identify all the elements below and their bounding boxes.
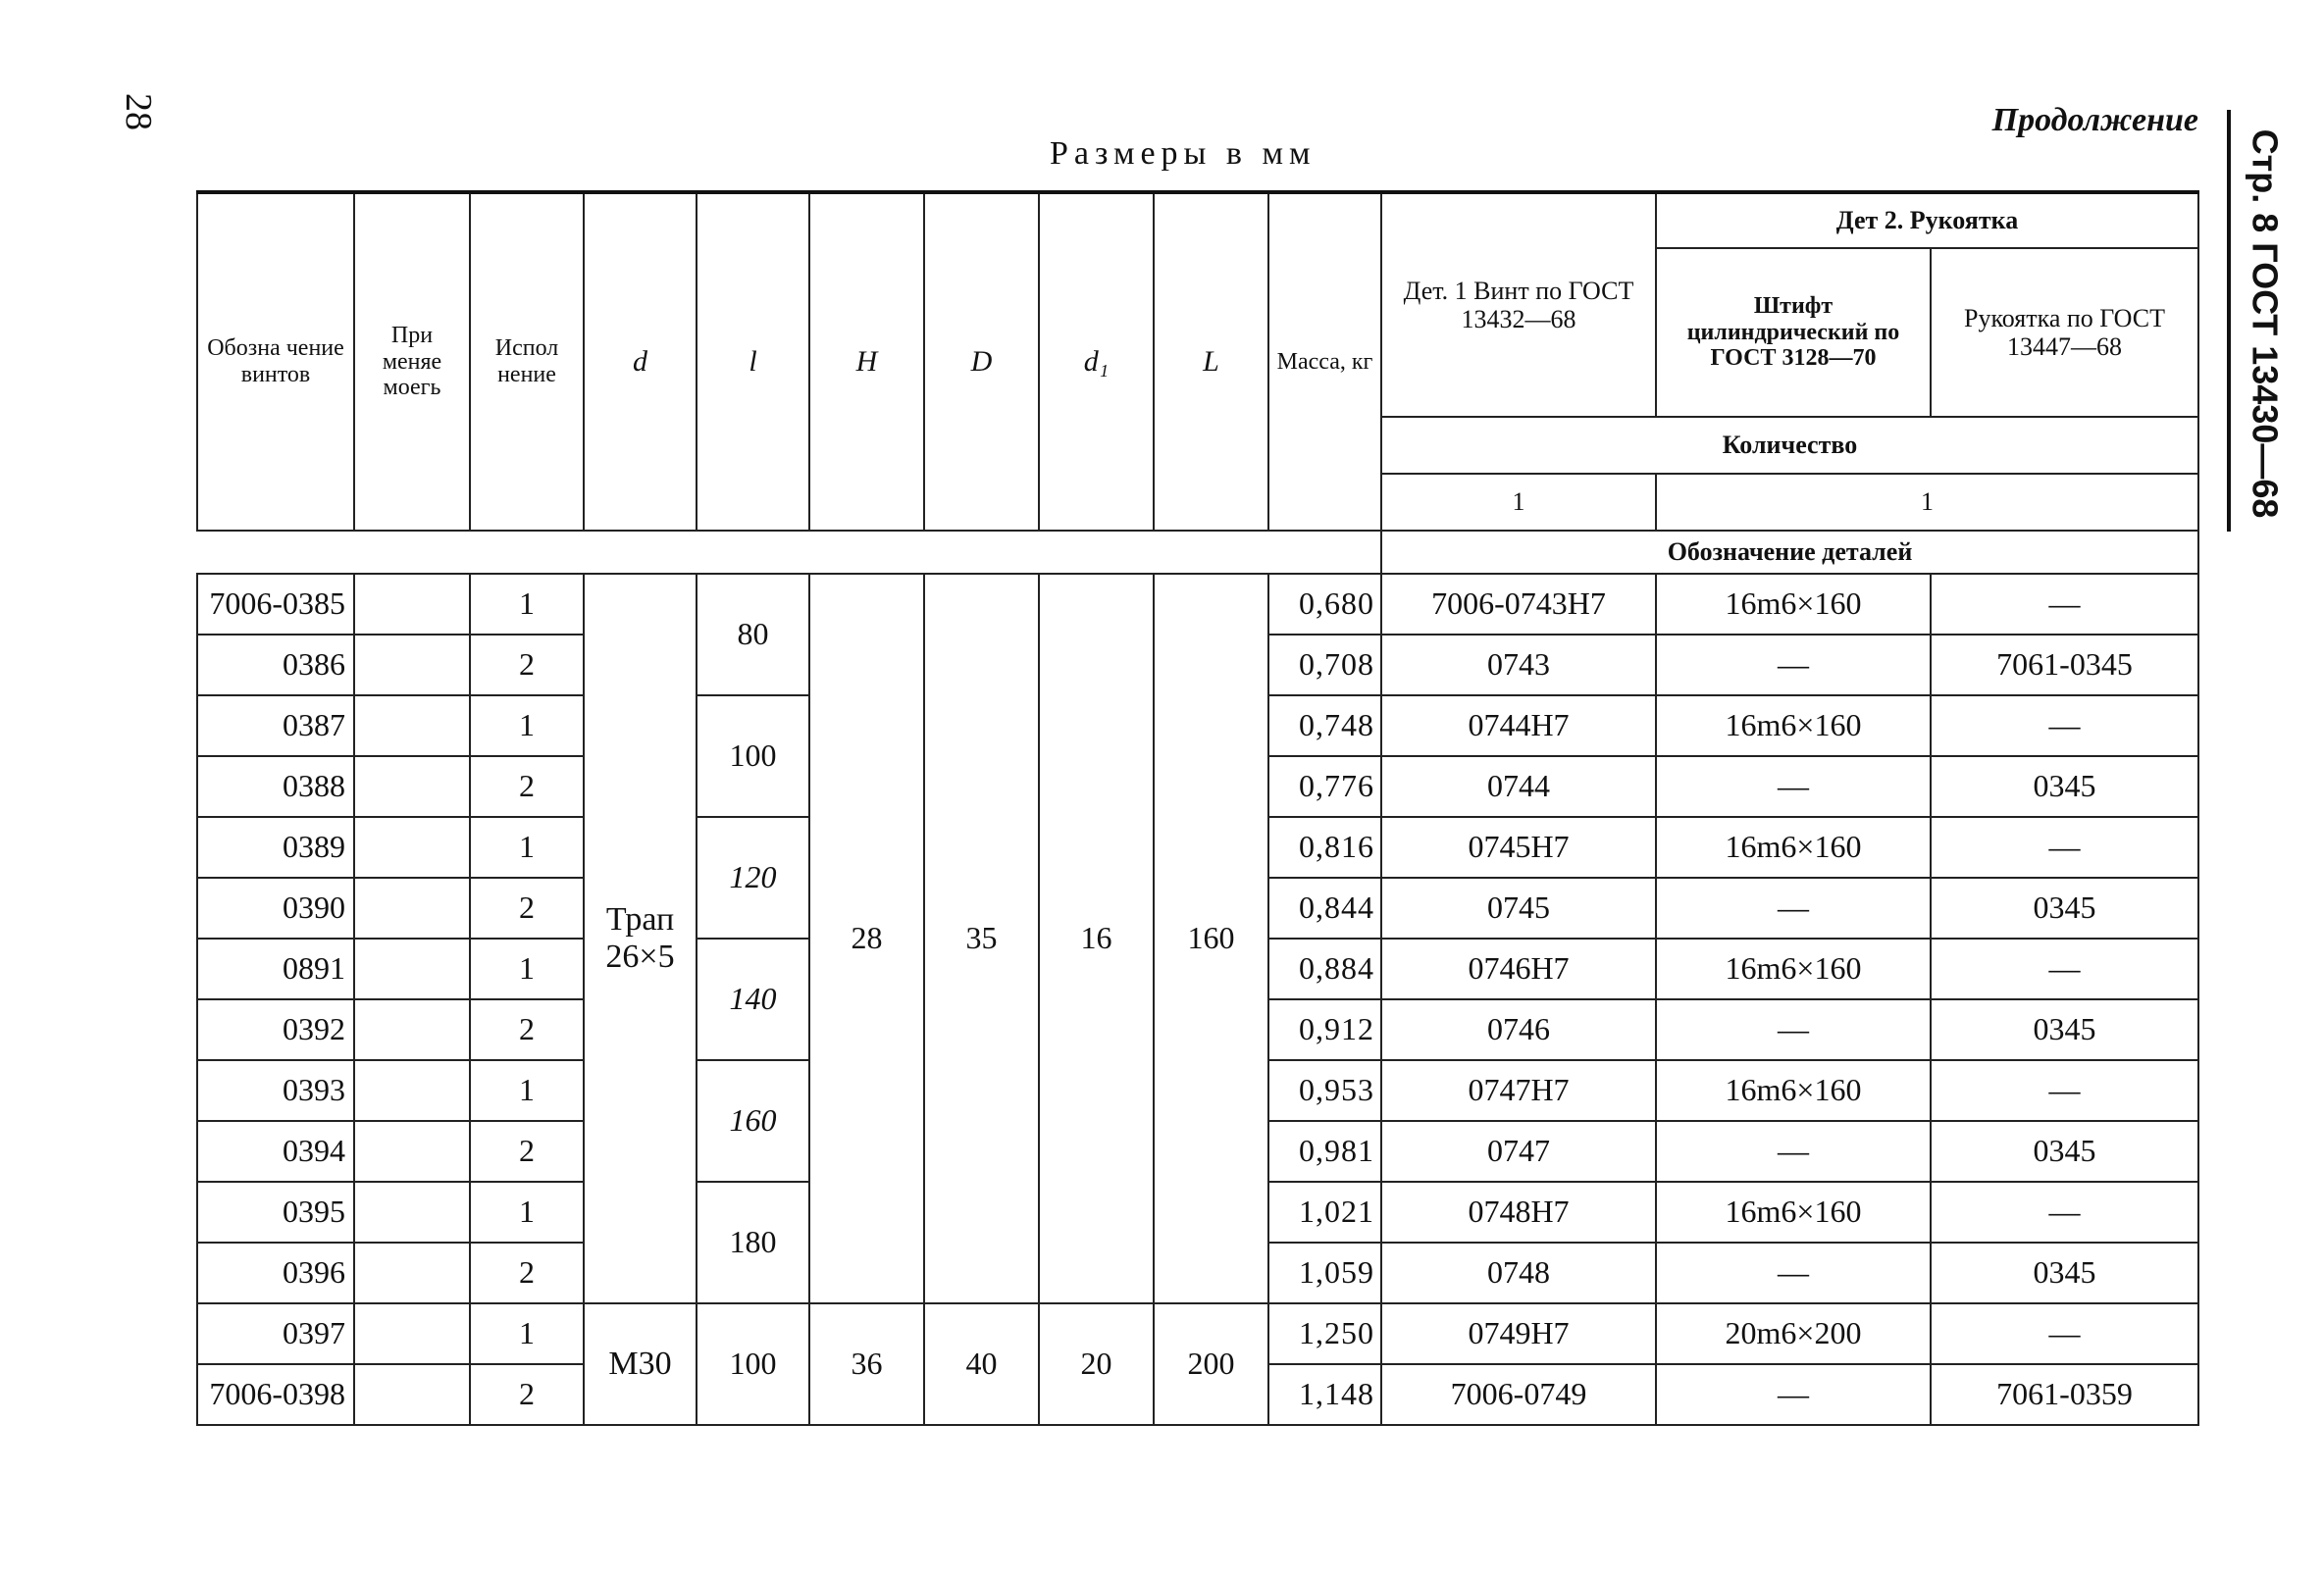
- header-l: l: [697, 192, 809, 531]
- cell-version: 2: [470, 1364, 584, 1425]
- header-mass: Масса, кг: [1268, 192, 1381, 531]
- cell-D-b: 40: [924, 1303, 1039, 1425]
- cell-applicability: [354, 756, 470, 817]
- cell-pin: 16m6×160: [1656, 1182, 1931, 1243]
- side-header: [2235, 108, 2294, 539]
- cell-version: 1: [470, 1182, 584, 1243]
- cell-handle: —: [1931, 1303, 2198, 1364]
- table-row: [197, 1303, 2198, 1364]
- table-row: [197, 574, 2198, 635]
- cell-pin: —: [1656, 635, 1931, 695]
- cell-l-100-b: 100: [697, 1303, 809, 1425]
- header-parts-designation: Обозначение деталей: [1381, 531, 2198, 574]
- units-caption: Размеры в мм: [1050, 135, 1317, 172]
- header-part2: Дет 2. Рукоятка: [1656, 192, 2198, 248]
- cell-version: 2: [470, 756, 584, 817]
- header-d: d: [584, 192, 697, 531]
- cell-version: 2: [470, 878, 584, 939]
- cell-mass: 0,844: [1268, 878, 1381, 939]
- header-L: L: [1154, 192, 1268, 531]
- cell-handle: 0345: [1931, 1121, 2198, 1182]
- cell-applicability: [354, 817, 470, 878]
- cell-handle: —: [1931, 574, 2198, 635]
- header-H: H: [809, 192, 924, 531]
- cell-version: 1: [470, 695, 584, 756]
- cell-applicability: [354, 1364, 470, 1425]
- cell-designation: 0393: [197, 1060, 354, 1121]
- cell-l-80: 80: [697, 574, 809, 695]
- cell-screw: 0748: [1381, 1243, 1656, 1303]
- cell-pin: 16m6×160: [1656, 574, 1931, 635]
- side-header-text: Стр. 8 ГОСТ 13430—68: [2245, 128, 2286, 519]
- cell-screw: 0749Н7: [1381, 1303, 1656, 1364]
- cell-screw: 0747: [1381, 1121, 1656, 1182]
- header-quantity: Количество: [1381, 417, 2198, 474]
- cell-version: 1: [470, 574, 584, 635]
- cell-applicability: [354, 878, 470, 939]
- cell-pin: 20m6×200: [1656, 1303, 1931, 1364]
- cell-mass: 0,981: [1268, 1121, 1381, 1182]
- cell-mass: 0,884: [1268, 939, 1381, 999]
- cell-pin: —: [1656, 1243, 1931, 1303]
- cell-designation: 0397: [197, 1303, 354, 1364]
- cell-pin: 16m6×160: [1656, 695, 1931, 756]
- continued-label: Продолжение: [1991, 102, 2198, 138]
- cell-handle: —: [1931, 1182, 2198, 1243]
- screws-table: [196, 190, 2199, 1426]
- cell-handle: —: [1931, 1060, 2198, 1121]
- cell-l-120: 120: [697, 817, 809, 939]
- cell-handle: —: [1931, 939, 2198, 999]
- header-version: Испол нение: [470, 192, 584, 531]
- cell-screw: 0746Н7: [1381, 939, 1656, 999]
- header-handle: Рукоятка по ГОСТ 13447—68: [1931, 248, 2198, 417]
- cell-mass: 0,912: [1268, 999, 1381, 1060]
- cell-l-100: 100: [697, 695, 809, 817]
- cell-handle: 7061-0359: [1931, 1364, 2198, 1425]
- header-pin: Штифт цилиндрический по ГОСТ 3128—70: [1656, 248, 1931, 417]
- cell-designation: 0386: [197, 635, 354, 695]
- cell-l-140: 140: [697, 939, 809, 1060]
- cell-applicability: [354, 1182, 470, 1243]
- cell-applicability: [354, 999, 470, 1060]
- cell-applicability: [354, 635, 470, 695]
- cell-screw: 0745Н7: [1381, 817, 1656, 878]
- cell-version: 2: [470, 1121, 584, 1182]
- cell-mass: 0,708: [1268, 635, 1381, 695]
- header-applicability: При меняе моегь: [354, 192, 470, 531]
- cell-thread-a: Трап 26×5: [584, 574, 697, 1303]
- cell-pin: —: [1656, 999, 1931, 1060]
- cell-mass: 1,148: [1268, 1364, 1381, 1425]
- cell-designation: 0395: [197, 1182, 354, 1243]
- cell-l-180: 180: [697, 1182, 809, 1303]
- cell-pin: —: [1656, 1364, 1931, 1425]
- cell-mass: 0,748: [1268, 695, 1381, 756]
- cell-applicability: [354, 1060, 470, 1121]
- cell-designation: 7006-0385: [197, 574, 354, 635]
- cell-designation: 0390: [197, 878, 354, 939]
- cell-handle: 0345: [1931, 999, 2198, 1060]
- cell-applicability: [354, 574, 470, 635]
- cell-applicability: [354, 1303, 470, 1364]
- cell-d1-a: 16: [1039, 574, 1154, 1303]
- cell-D-a: 35: [924, 574, 1039, 1303]
- cell-screw: 0743: [1381, 635, 1656, 695]
- cell-applicability: [354, 695, 470, 756]
- cell-version: 2: [470, 999, 584, 1060]
- header-qty2: 1: [1656, 474, 2198, 531]
- cell-designation: 0396: [197, 1243, 354, 1303]
- cell-screw: 7006-0743Н7: [1381, 574, 1656, 635]
- cell-L-a: 160: [1154, 574, 1268, 1303]
- cell-screw: 0745: [1381, 878, 1656, 939]
- table-body: [197, 574, 2198, 1425]
- cell-designation: 0394: [197, 1121, 354, 1182]
- cell-version: 2: [470, 1243, 584, 1303]
- cell-handle: —: [1931, 817, 2198, 878]
- cell-version: 1: [470, 817, 584, 878]
- cell-pin: 16m6×160: [1656, 1060, 1931, 1121]
- cell-version: 1: [470, 1303, 584, 1364]
- cell-designation: 0388: [197, 756, 354, 817]
- cell-mass: 1,250: [1268, 1303, 1381, 1364]
- cell-screw: 0747Н7: [1381, 1060, 1656, 1121]
- cell-thread-b: М30: [584, 1303, 697, 1425]
- cell-screw: 0744Н7: [1381, 695, 1656, 756]
- cell-H-b: 36: [809, 1303, 924, 1425]
- cell-mass: 1,021: [1268, 1182, 1381, 1243]
- header-d1: d₁: [1039, 192, 1154, 531]
- cell-screw: 0748Н7: [1381, 1182, 1656, 1243]
- cell-H-a: 28: [809, 574, 924, 1303]
- cell-pin: 16m6×160: [1656, 939, 1931, 999]
- side-rule: [2227, 110, 2231, 532]
- cell-screw: 7006-0749: [1381, 1364, 1656, 1425]
- cell-mass: 0,816: [1268, 817, 1381, 878]
- header-spacer: [197, 531, 1381, 574]
- cell-designation: 7006-0398: [197, 1364, 354, 1425]
- cell-mass: 0,776: [1268, 756, 1381, 817]
- header-qty1: 1: [1381, 474, 1656, 531]
- cell-applicability: [354, 1121, 470, 1182]
- cell-screw: 0744: [1381, 756, 1656, 817]
- cell-d1-b: 20: [1039, 1303, 1154, 1425]
- cell-screw: 0746: [1381, 999, 1656, 1060]
- cell-handle: 7061-0345: [1931, 635, 2198, 695]
- cell-pin: —: [1656, 878, 1931, 939]
- cell-l-160: 160: [697, 1060, 809, 1182]
- header-D: D: [924, 192, 1039, 531]
- cell-version: 1: [470, 939, 584, 999]
- cell-version: 2: [470, 635, 584, 695]
- cell-L-b: 200: [1154, 1303, 1268, 1425]
- cell-designation: 0392: [197, 999, 354, 1060]
- cell-pin: —: [1656, 1121, 1931, 1182]
- cell-handle: 0345: [1931, 756, 2198, 817]
- cell-designation: 0891: [197, 939, 354, 999]
- page-number: 28: [118, 93, 159, 130]
- cell-applicability: [354, 939, 470, 999]
- cell-mass: 1,059: [1268, 1243, 1381, 1303]
- cell-applicability: [354, 1243, 470, 1303]
- cell-designation: 0389: [197, 817, 354, 878]
- cell-handle: 0345: [1931, 878, 2198, 939]
- cell-handle: —: [1931, 695, 2198, 756]
- cell-pin: 16m6×160: [1656, 817, 1931, 878]
- cell-version: 1: [470, 1060, 584, 1121]
- header-designation: Обозна чение винтов: [197, 192, 354, 531]
- cell-mass: 0,680: [1268, 574, 1381, 635]
- cell-pin: —: [1656, 756, 1931, 817]
- cell-handle: 0345: [1931, 1243, 2198, 1303]
- cell-designation: 0387: [197, 695, 354, 756]
- header-part1: Дет. 1 Винт по ГОСТ 13432—68: [1381, 192, 1656, 417]
- cell-mass: 0,953: [1268, 1060, 1381, 1121]
